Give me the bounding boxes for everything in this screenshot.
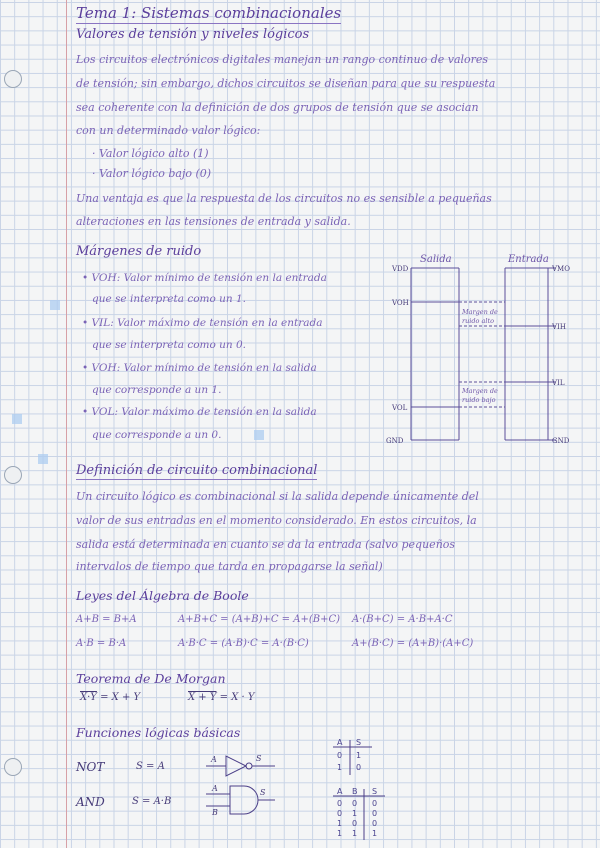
paragraph-line: de tensión; sin embargo, dichos circuitos se diseñan para que su respuesta (76, 77, 496, 90)
and-truth-table-cell: 0 (372, 799, 378, 808)
and-truth-table-cell: 1 (337, 819, 343, 828)
not-equation: S = A (136, 761, 165, 772)
paragraph-line: alteraciones en las tensiones de entrada y salida. (76, 215, 351, 228)
label-voh: VOH (392, 299, 409, 307)
bullet-item-continuation: que se interpreta como un 0. (92, 339, 247, 351)
demorgan-law-2: X + Y = X · Y (188, 692, 255, 703)
and-truth-table-cell: 1 (372, 829, 378, 838)
section-heading-definicion: Definición de circuito combinacional (76, 463, 318, 478)
and-input-a-label: A (212, 784, 218, 793)
and-truth-table-header-b: B (352, 787, 358, 796)
label-vmo: VMO (552, 265, 570, 273)
label-margen-alto: Margen de ruido alto (462, 308, 498, 325)
boole-law: A+B+C = (A+B)+C = A+(B+C) (178, 614, 341, 625)
diagram-label-salida: Salida (420, 254, 452, 265)
page-title: Tema 1: Sistemas combinacionales (76, 4, 342, 22)
section-heading-margenes: Márgenes de ruido (76, 244, 202, 259)
label-margen-bajo: Margen de ruido bajo (462, 387, 498, 404)
label-vih: VIH (552, 323, 566, 331)
and-truth-table-header-s: S (372, 787, 378, 796)
label-vdd: VDD (392, 265, 409, 273)
not-gate-icon (226, 756, 246, 776)
bullet-item: · Valor lógico bajo (0) (92, 167, 212, 180)
paragraph-line: Una ventaja es que la respuesta de los circuitos no es sensible a pequeñas (76, 192, 492, 205)
not-truth-table-header-s: S (356, 738, 362, 747)
bullet-item-continuation: que corresponde a un 0. (92, 429, 222, 441)
and-truth-table-cell: 1 (352, 809, 358, 818)
bullet-item: • VOH: Valor mínimo de tensión en la salida (82, 362, 317, 374)
not-truth-table-cell: 0 (356, 763, 362, 772)
and-truth-table-cell: 1 (352, 829, 358, 838)
label-vil: VIL (552, 379, 565, 387)
and-truth-table-cell: 0 (337, 809, 343, 818)
label-vol: VOL (392, 404, 408, 412)
and-gate-icon (230, 786, 258, 814)
and-truth-table-cell: 1 (337, 829, 343, 838)
bullet-item: • VOL: Valor máximo de tensión en la salida (82, 406, 317, 418)
section-heading-tension: Valores de tensión y niveles lógicos (76, 27, 310, 42)
section-heading-demorgan: Teorema de De Morgan (76, 671, 226, 686)
and-output-label: S (260, 788, 266, 797)
not-truth-table-cell: 1 (337, 763, 343, 772)
and-truth-table-cell: 0 (372, 809, 378, 818)
paragraph-line: Un circuito lógico es combinacional si la salida depende únicamente del (76, 490, 479, 503)
label-gnd-right: GND (552, 437, 570, 445)
bullet-item-continuation: que corresponde a un 1. (92, 384, 222, 396)
bullet-item: • VOH: Valor mínimo de tensión en la entrada (82, 272, 327, 284)
boole-law: A·(B+C) = A·B+A·C (352, 614, 453, 625)
paragraph-line: salida está determinada en cuanto se da la entrada (salvo pequeños (76, 538, 456, 551)
diagram-label-entrada: Entrada (508, 254, 549, 265)
and-truth-table-cell: 0 (337, 799, 343, 808)
boole-law: A+B = B+A (76, 614, 137, 625)
not-truth-table-header-a: A (337, 738, 343, 747)
not-truth-table-cell: 1 (356, 751, 362, 760)
label-gnd-left: GND (386, 437, 404, 445)
not-label: NOT (76, 760, 105, 774)
paragraph-line: intervalos de tiempo que tarda en propagarse la señal) (76, 560, 383, 573)
and-truth-table-cell: 0 (372, 819, 378, 828)
boole-law: A·B = B·A (76, 638, 127, 649)
and-truth-table-header-a: A (337, 787, 343, 796)
not-output-label: S (256, 754, 262, 763)
paragraph-line: valor de sus entradas en el momento considerado. En estos circuitos, la (76, 514, 477, 527)
section-heading-boole: Leyes del Álgebra de Boole (76, 588, 249, 603)
and-truth-table-cell: 0 (352, 819, 358, 828)
bullet-item: · Valor lógico alto (1) (92, 147, 209, 160)
demorgan-law-1: X·Y = X + Y (80, 692, 141, 703)
and-input-b-label: B (212, 808, 218, 817)
bullet-item: • VIL: Valor máximo de tensión en la entrada (82, 317, 323, 329)
bullet-item-continuation: que se interpreta como un 1. (92, 293, 247, 305)
not-truth-table-cell: 0 (337, 751, 343, 760)
paragraph-line: Los circuitos electrónicos digitales manejan un rango continuo de valores (76, 53, 489, 66)
boole-law: A·B·C = (A·B)·C = A·(B·C) (178, 638, 309, 649)
boole-law: A+(B·C) = (A+B)·(A+C) (352, 638, 474, 649)
paragraph-line: con un determinado valor lógico: (76, 124, 261, 137)
section-heading-funciones: Funciones lógicas básicas (76, 725, 241, 740)
not-input-label: A (211, 755, 217, 764)
and-label: AND (76, 795, 105, 809)
paragraph-line: sea coherente con la definición de dos grupos de tensión que se asocian (76, 101, 479, 114)
and-truth-table-cell: 0 (352, 799, 358, 808)
and-equation: S = A·B (132, 796, 172, 807)
